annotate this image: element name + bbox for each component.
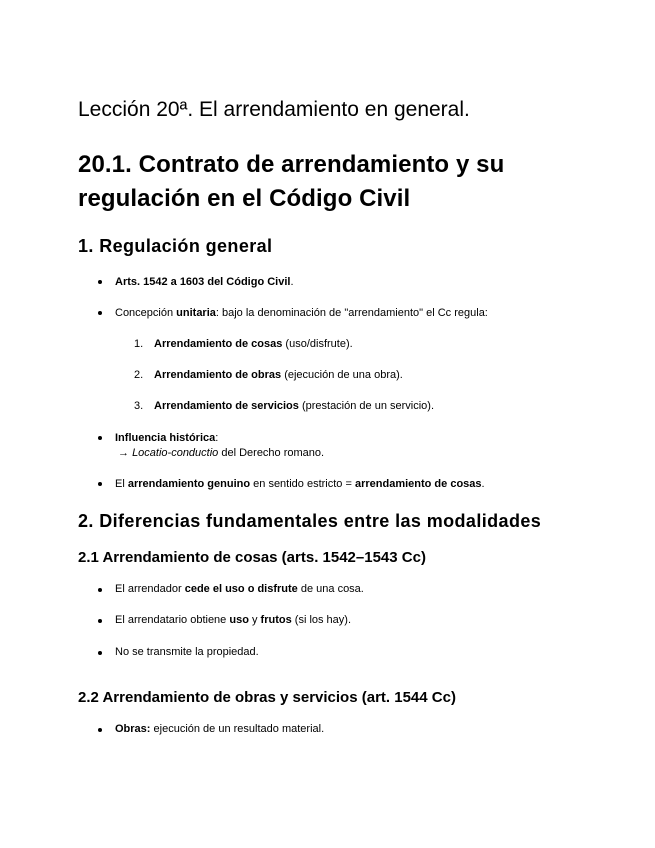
- bullet-dot: [98, 588, 102, 592]
- list-number: 2.: [134, 369, 144, 381]
- main-heading-line1: 20.1. Contrato de arrendamiento y su: [78, 151, 505, 178]
- list-item: El arrendador cede el uso o disfrute de una cosa.: [115, 583, 364, 595]
- bullet-dot: [98, 280, 102, 284]
- bullet-dot: [98, 651, 102, 655]
- bullet-dot: [98, 311, 102, 315]
- main-heading-line2: regulación en el Código Civil: [78, 185, 411, 212]
- section1-heading: 1. Regulación general: [78, 236, 273, 256]
- lesson-title: Lección 20ª. El arrendamiento en general.: [78, 98, 470, 121]
- subsection-heading: 2.1 Arrendamiento de cosas (arts. 1542–1543 Cc): [78, 549, 426, 566]
- subsection-heading: 2.2 Arrendamiento de obras y servicios (art. 1544 Cc): [78, 689, 456, 706]
- numbered-item: Arrendamiento de cosas (uso/disfrute).: [154, 338, 353, 350]
- list-item: Influencia histórica:: [115, 432, 219, 444]
- arrow-icon: →: [118, 447, 133, 459]
- section2-heading: 2. Diferencias fundamentales entre las modalidades: [78, 511, 542, 531]
- list-item: Concepción unitaria: bajo la denominación de "arrendamiento" el Cc regula:: [115, 307, 488, 319]
- list-item: El arrendamiento genuino en sentido estricto = arrendamiento de cosas.: [115, 478, 485, 490]
- list-item: No se transmite la propiedad.: [115, 646, 259, 658]
- bullet-dot: [98, 619, 102, 623]
- list-number: 1.: [134, 338, 144, 350]
- list-number: 3.: [134, 400, 144, 412]
- numbered-item: Arrendamiento de obras (ejecución de una obra).: [154, 369, 403, 381]
- list-item: Obras: ejecución de un resultado material.: [115, 723, 325, 735]
- bullet-dot: [98, 436, 102, 440]
- list-item: Arts. 1542 a 1603 del Código Civil.: [115, 276, 294, 288]
- numbered-item: Arrendamiento de servicios (prestación de un servicio).: [154, 400, 435, 412]
- list-item-continuation: → Locatio-conductio del Derecho romano.: [118, 447, 325, 459]
- bullet-dot: [98, 728, 102, 732]
- bullet-dot: [98, 482, 102, 486]
- list-item: El arrendatario obtiene uso y frutos (si los hay).: [115, 614, 352, 626]
